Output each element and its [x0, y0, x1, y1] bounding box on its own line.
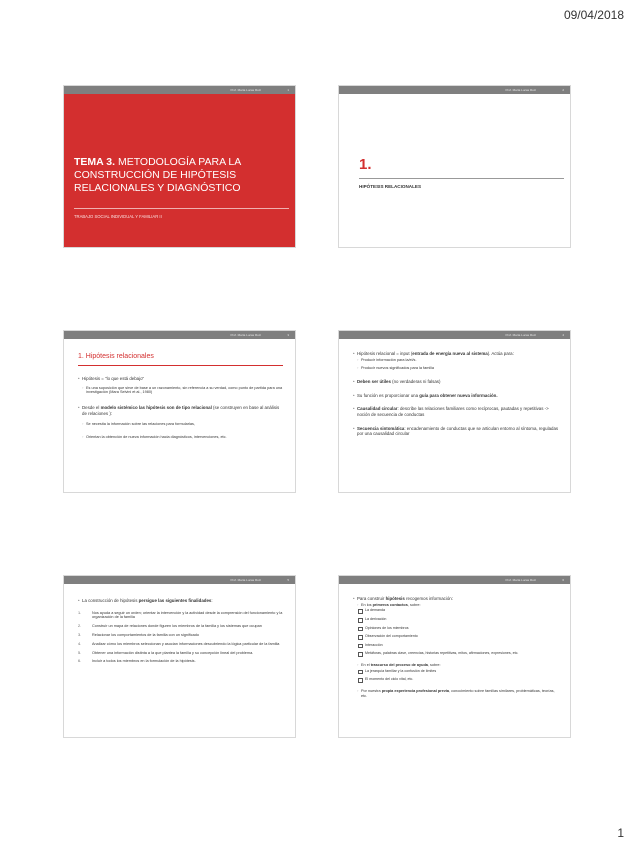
- slide-number: 6: [562, 578, 564, 582]
- slide-author: Prof. Marta Lucas Ruiz: [505, 88, 536, 92]
- slide-body: [353, 351, 560, 441]
- list-item: 4. Analizar cómo los miembros seleccionan y asocian informaciones descubriendo la lógica particular de la familia: [78, 641, 280, 646]
- slide-3: [63, 330, 296, 493]
- checklist-item: La demanda: [353, 608, 560, 613]
- page-date: 09/04/2018: [563, 8, 624, 22]
- slide-1: [63, 85, 296, 248]
- checklist-item: Metáforas, palabras clave, creencias, historias repetitivas, mitos, afirmaciones, expresiones, etc.: [353, 651, 560, 656]
- slide-2: [338, 85, 571, 248]
- bullet: • Deben ser útiles (no verdaderas ni falsas): [353, 379, 560, 385]
- bullet: • Su función es proporcionar una guía para obtener nueva información.: [353, 393, 560, 399]
- sub-bullet: ◦ Orientan la obtención de nueva información hacia diagnósticos, intervenciones, etc.: [78, 435, 285, 440]
- section-number: 1.: [359, 156, 372, 173]
- sub-bullet: ◦ Se necesita la información sobre las relaciones para formularlas,: [78, 422, 285, 427]
- slide-6: [338, 575, 571, 738]
- slide-body: [78, 376, 285, 444]
- list-item: 3. Relacionar los comportamientos de la familia con un significado: [78, 632, 200, 637]
- slide-number: 1: [287, 88, 289, 92]
- list-item: 2. Construir un mapa de relaciones donde figuren los miembros de la familia y los sistemas que ocupan: [78, 624, 262, 629]
- slide-author: Prof. Marta Lucas Ruiz: [230, 578, 261, 582]
- list-item: 1. Nos ayuda a seguir un orden; orientar la intervención y la actividad desde la comprensión del funcionamiento y la organización de la familia: [78, 610, 283, 620]
- sub-bullet: ◦ En los primeros contactos, sobre:: [353, 603, 560, 608]
- slide-header-bar: [64, 331, 295, 339]
- sub-bullet: ◦ Es una suposición que sirve de base a un razonamiento, sin referencia a su verdad, como punto de partida para una investigación (Mara Selvini et al., 1980): [78, 386, 285, 396]
- checklist-item: La derivación: [353, 617, 560, 622]
- checklist-item: La jerarquía familiar y la confusión de límites: [353, 669, 560, 674]
- bullet: • La construcción de hipótesis persigue las siguientes finalidades:: [78, 598, 285, 604]
- slide-number: 3: [287, 333, 289, 337]
- checklist-item: Observación del comportamiento: [353, 634, 560, 639]
- title-divider: [74, 208, 289, 209]
- sub-bullet: ◦ Producir nuevos significados para la familia: [353, 366, 560, 371]
- list-item: 6. Incluir a todos los miembros en la formulación de la hipótesis.: [78, 659, 196, 664]
- slide-header-bar: [64, 576, 295, 584]
- slide-title: TEMA 3. METODOLOGÍA PARA LA CONSTRUCCIÓN DE HIPÓTESIS RELACIONALES Y DIAGNÓSTICO: [74, 156, 241, 194]
- slide-author: Prof. Marta Lucas Ruiz: [505, 333, 536, 337]
- bullet: • Causalidad circular: describe las relaciones familiares como recíprocas, pautadas y repetitivas -> noción de secuencia de conductas: [353, 406, 560, 417]
- slide-author: Prof. Marta Lucas Ruiz: [230, 333, 261, 337]
- bullet: • Hipótesis relacional = input (entrada de energía nueva al sistema). Actúa para:: [353, 351, 560, 357]
- slide-number: 4: [562, 333, 564, 337]
- section-title: HIPÓTESIS RELACIONALES: [359, 184, 422, 189]
- section-divider: [359, 178, 564, 179]
- list-item: 5. Obtener una información distinta a la que plantea la familia y su concepción lineal del problema.: [78, 650, 254, 655]
- slide-body: [353, 596, 560, 703]
- slide-author: Prof. Marta Lucas Ruiz: [505, 578, 536, 582]
- slide-author: Prof. Marta Lucas Ruiz: [230, 88, 261, 92]
- slide-header-bar: [339, 331, 570, 339]
- checklist-item: Interacción: [353, 643, 560, 648]
- bullet: • Desde el modelo sistémico las hipótesis son de tipo relacional (se construyen en base al análisis de relaciones ):: [78, 405, 285, 416]
- slide-4: [338, 330, 571, 493]
- slide-header-bar: [339, 86, 570, 94]
- slide-5: [63, 575, 296, 738]
- bullet: • Para construir hipótesis recogemos información:: [353, 596, 560, 602]
- slide-body: [78, 598, 285, 668]
- checklist-item: Opiniones de los miembros: [353, 626, 560, 631]
- heading-divider: [78, 365, 283, 366]
- page-number: 1: [617, 826, 624, 840]
- slide-heading: 1. Hipótesis relacionales: [78, 353, 154, 360]
- sub-bullet: ◦ Producir información para la/el/s.: [353, 358, 560, 363]
- sub-bullet: ◦ En el trascurso del proceso de ayuda, sobre:: [353, 663, 560, 668]
- checklist-item: El momento del ciclo vital, etc.: [353, 677, 560, 682]
- bullet: • Hipótesis = "lo que está debajo": [78, 376, 285, 382]
- slide-header-bar: [339, 576, 570, 584]
- slide-subtitle: TRABAJO SOCIAL INDIVIDUAL Y FAMILIAR II: [74, 214, 162, 219]
- sub-bullet: ◦ Por nuestra propia experiencia profesional previa, conocimiento sobre familias similares, problemáticas, teorías, etc.: [353, 689, 560, 699]
- slide-header-bar: [64, 86, 295, 94]
- bullet: • Secuencia sintomática: encadenamiento de conductas que se articulan entorno al síntoma, reguladas por una causalidad circular: [353, 426, 560, 437]
- slide-number: 2: [562, 88, 564, 92]
- slide-number: 5: [287, 578, 289, 582]
